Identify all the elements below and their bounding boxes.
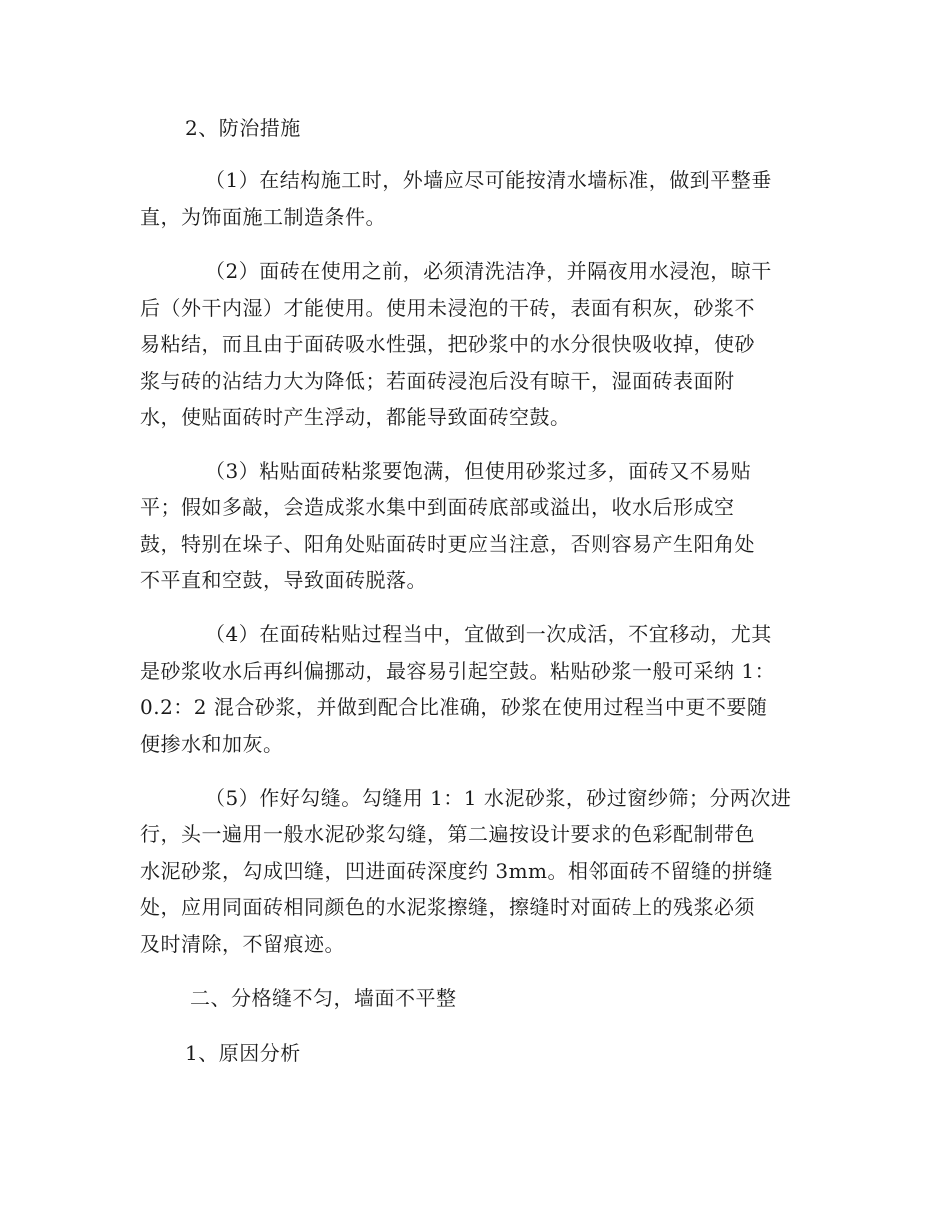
item-1-line-2: 直，为饰面施工制造条件。: [140, 205, 386, 229]
item-1-line-1: （1）在结构施工时，外墙应尽可能按清水墙标准，做到平整垂: [205, 168, 772, 192]
item-5-line-5: 及时清除，不留痕迹。: [140, 932, 345, 956]
item-2-line-5: 水，使贴面砖时产生浮动，都能导致面砖空鼓。: [140, 405, 571, 429]
item-4-line-1: （4）在面砖粘贴过程当中，宜做到一次成活，不宜移动，尤其: [205, 622, 772, 646]
item-5-line-4: 处，应用同面砖相同颜色的水泥浆擦缝，擦缝时对面砖上的残浆必须: [140, 895, 755, 919]
item-2-line-2: 后（外干内湿）才能使用。使用未浸泡的干砖，表面有积灰，砂浆不: [140, 296, 755, 320]
heading-prevention-measures: 2、防治措施: [185, 116, 301, 140]
item-2-line-3: 易粘结，而且由于面砖吸水性强，把砂浆中的水分很快吸收掉，使砂: [140, 332, 755, 356]
item-2-line-1: （2）面砖在使用之前，必须清洗洁净，并隔夜用水浸泡，晾干: [205, 259, 772, 283]
item-5-line-3: 水泥砂浆，勾成凹缝，凹进面砖深度约 3mm。相邻面砖不留缝的拼缝: [140, 859, 774, 883]
item-3-line-1: （3）粘贴面砖粘浆要饱满，但使用砂浆过多，面砖又不易贴: [205, 459, 752, 483]
item-4-line-4: 便掺水和加灰。: [140, 732, 284, 756]
item-4-line-2: 是砂浆收水后再纠偏挪动，最容易引起空鼓。粘贴砂浆一般可采纳 1：: [140, 659, 776, 683]
heading-section-two: 二、分格缝不匀，墙面不平整: [190, 986, 457, 1010]
item-3-line-2: 平；假如多敲，会造成浆水集中到面砖底部或溢出，收水后形成空: [140, 495, 735, 519]
item-5-line-2: 行，头一遍用一般水泥砂浆勾缝，第二遍按设计要求的色彩配制带色: [140, 822, 755, 846]
item-3-line-3: 鼓，特别在垛子、阳角处贴面砖时更应当注意，否则容易产生阳角处: [140, 532, 755, 556]
heading-cause-analysis: 1、原因分析: [185, 1041, 301, 1065]
item-4-line-3: 0.2：2 混合砂浆，并做到配合比准确，砂浆在使用过程当中更不要随: [140, 695, 768, 719]
item-5-line-1: （5）作好勾缝。勾缝用 1：1 水泥砂浆，砂过窗纱筛；分两次进: [205, 786, 792, 810]
item-3-line-4: 不平直和空鼓，导致面砖脱落。: [140, 568, 427, 592]
item-2-line-4: 浆与砖的沾结力大为降低；若面砖浸泡后没有晾干，湿面砖表面附: [140, 369, 735, 393]
